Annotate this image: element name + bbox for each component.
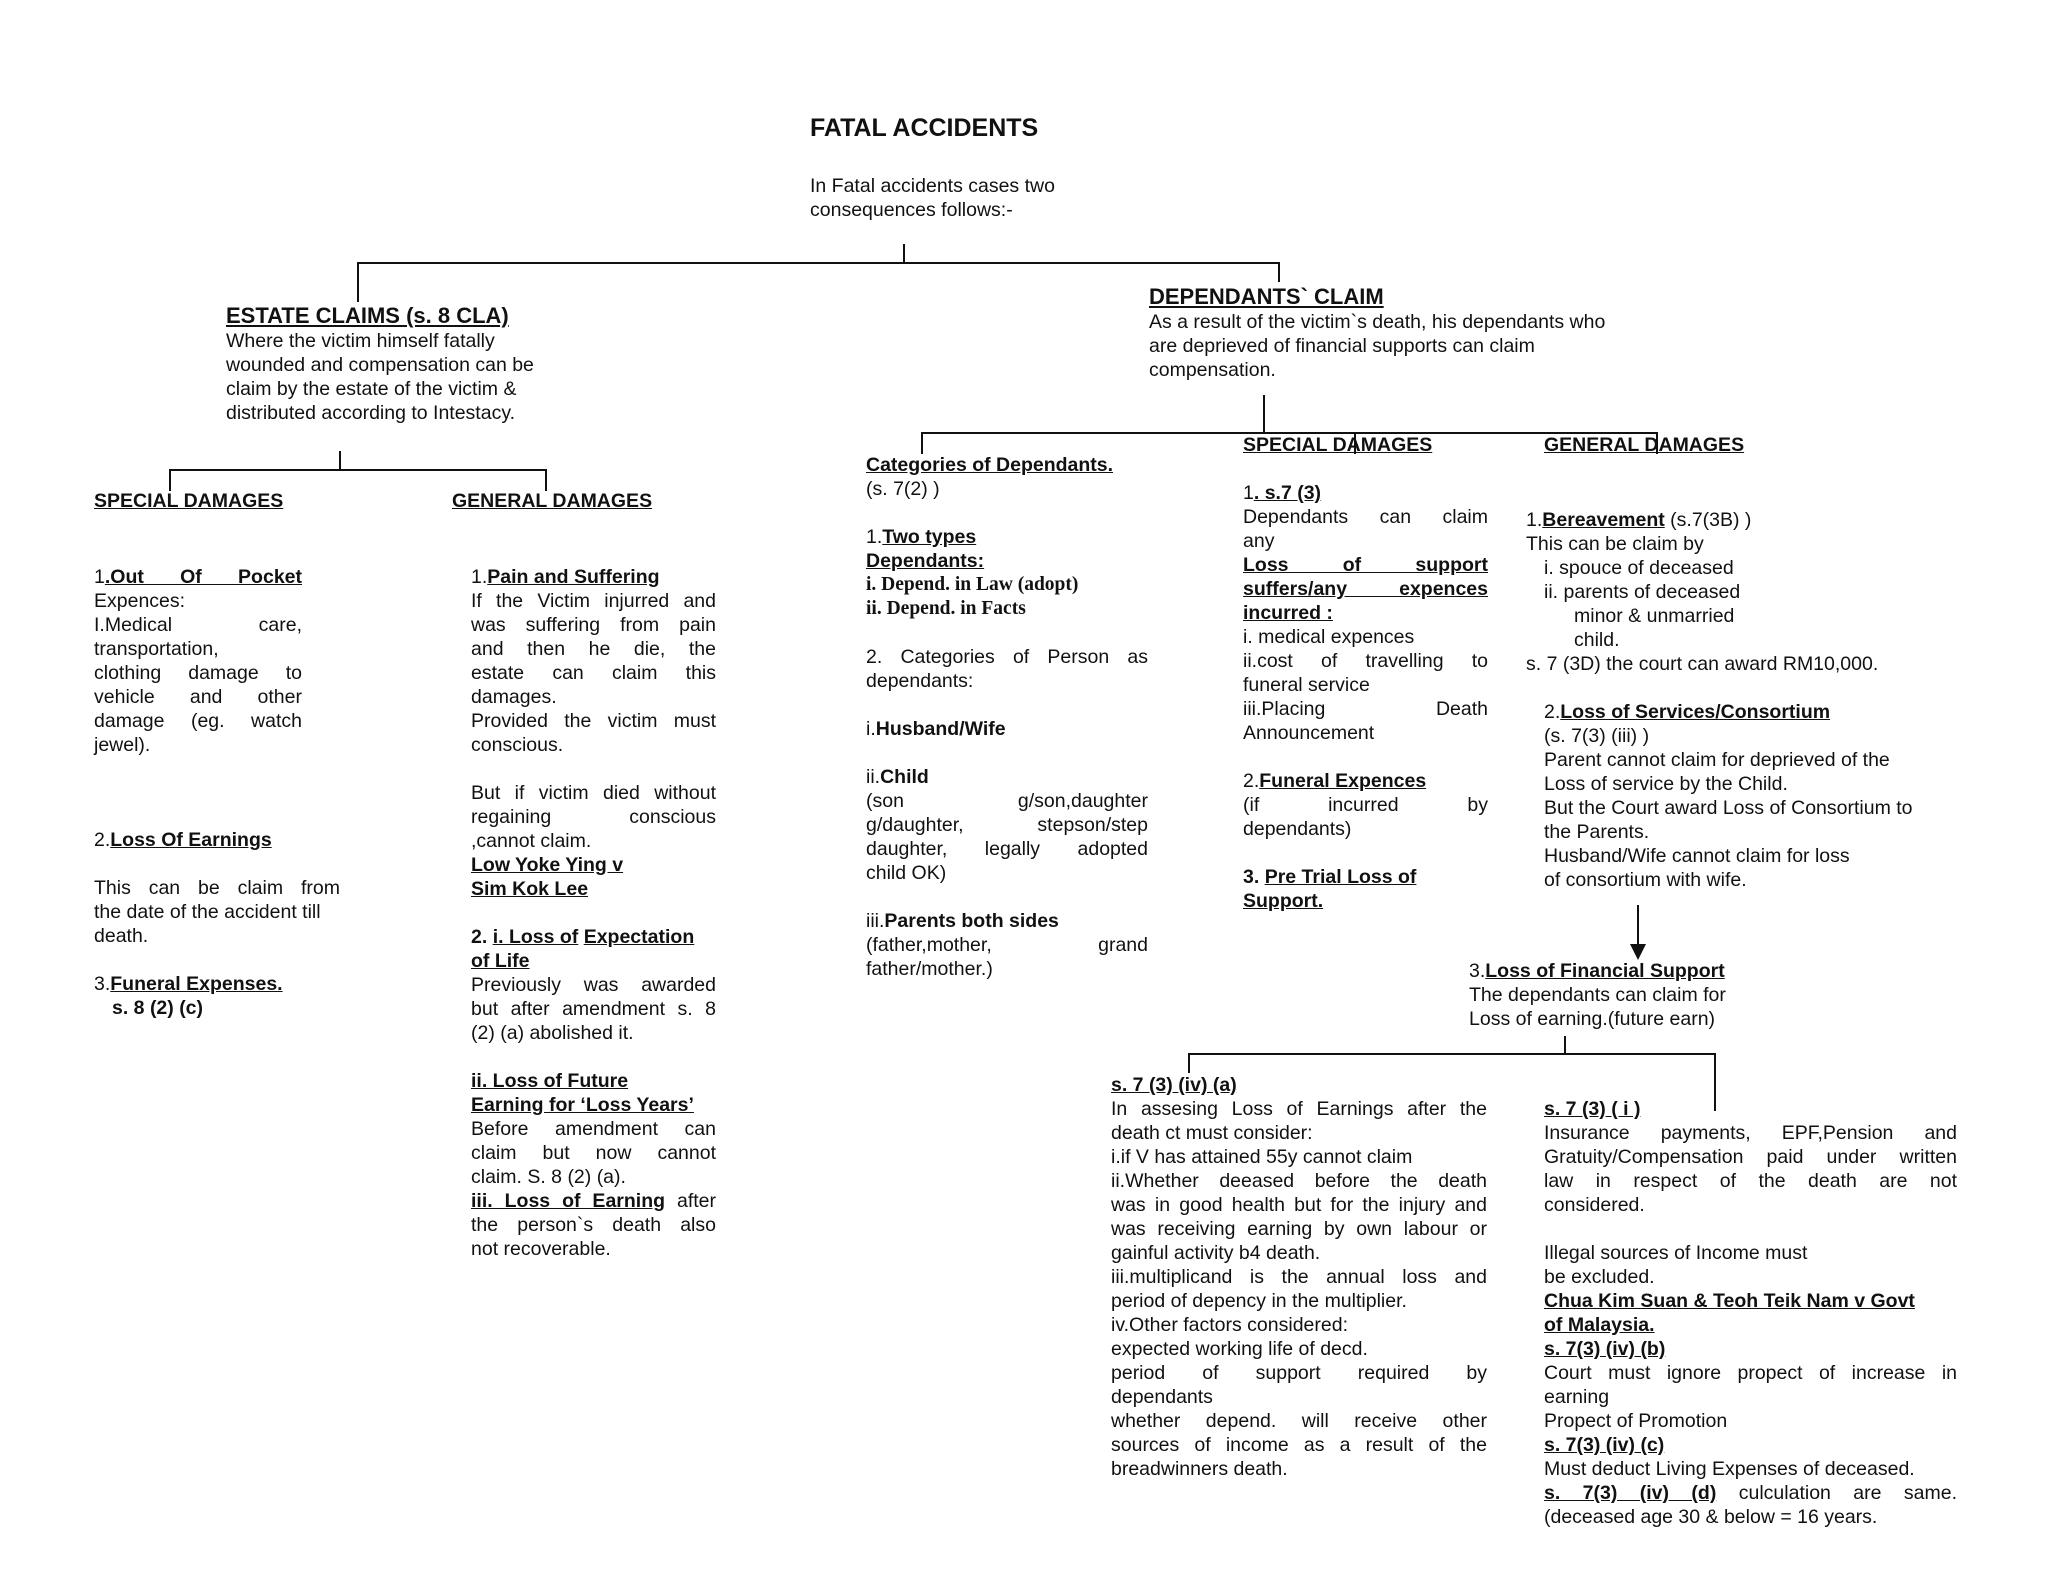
text-line: iii.multiplicand is the annual loss and [1111, 1266, 1487, 1288]
text-line: but after amendment s. 8 [471, 998, 716, 1020]
dependants-special-heading: SPECIAL DAMAGES [1243, 434, 1433, 456]
text-line: funeral service [1243, 674, 1370, 696]
item-title: . s.7 (3) [1253, 482, 1322, 504]
text-line: conscious. [471, 734, 564, 756]
text-line: death. [94, 925, 149, 947]
text-line: be excluded. [1544, 1266, 1655, 1288]
text-line: Must deduct Living Expenses of deceased. [1544, 1458, 1915, 1480]
connector-line [169, 469, 547, 471]
text-line: Announcement [1243, 722, 1375, 744]
estate-general-heading-block [452, 489, 652, 513]
text-line: father/mother.) [866, 958, 993, 980]
page-title: FATAL ACCIDENTS [810, 114, 1039, 142]
item-title: Parents both sides [884, 910, 1059, 932]
text-line: clothing damage to [94, 662, 302, 684]
financial-support-title [1469, 959, 1726, 983]
s73-title [1243, 481, 1488, 505]
text-line: (2) (a) abolished it. [471, 1022, 634, 1044]
item-title: ii. Loss of Future [471, 1070, 629, 1092]
text-line: dependants [1111, 1386, 1213, 1408]
pre-trial-title [1243, 865, 1488, 889]
dependants-general-damages [1526, 508, 1878, 724]
text-line: the Parents. [1544, 821, 1650, 843]
text-line: Husband/Wife cannot claim for loss [1544, 845, 1850, 867]
item-number: 3. [1469, 960, 1486, 982]
case-citation: of Malaysia. [1544, 1314, 1655, 1336]
text-line: ,cannot claim. [471, 830, 592, 852]
text-line: Previously was awarded [471, 974, 716, 996]
estate-special-damages [94, 565, 302, 757]
text-fragment: culculation are same. [1716, 1482, 1957, 1504]
bereavement-title [1526, 508, 1878, 532]
loss-of-earning-line [471, 1189, 716, 1213]
item-title: i. Loss of [492, 926, 579, 948]
estate-special-heading: SPECIAL DAMAGES [94, 490, 284, 512]
loss-of-services-title [1526, 700, 1878, 724]
estate-general-heading: GENERAL DAMAGES [452, 490, 653, 512]
text-line: claim but now cannot [471, 1142, 716, 1164]
item-title: Loss of Financial Support [1485, 960, 1725, 982]
section-ref: (s. 7(3) (iii) ) [1544, 725, 1650, 747]
item-title: Funeral Expenses. [110, 973, 283, 995]
connector-line [1188, 1053, 1190, 1073]
text-line: not recoverable. [471, 1238, 611, 1260]
connector-line [545, 469, 547, 491]
connector-line [169, 469, 171, 491]
text-line: damages. [471, 686, 557, 708]
text-line: Illegal sources of Income must [1544, 1242, 1808, 1264]
item-number: iii. [866, 910, 885, 932]
text-line: transportation, [94, 638, 219, 660]
text-line: the person`s death also [471, 1214, 716, 1236]
item-number: 1. [1526, 509, 1543, 531]
text-line: estate can claim this [471, 662, 716, 684]
text-line: i.if V has attained 55y cannot claim [1111, 1146, 1413, 1168]
category-child [866, 765, 1148, 789]
text-line: Propect of Promotion [1544, 1410, 1728, 1432]
text-line: considered. [1544, 1194, 1645, 1216]
loss-of-earnings-title [94, 828, 340, 852]
text-line: claim. S. 8 (2) (a). [471, 1166, 626, 1188]
section-title: s. 7(3) (iv) (c) [1544, 1434, 1665, 1456]
item-title: of Life [471, 950, 530, 972]
case-citation: Chua Kim Suan & Teoh Teik Nam v Govt [1544, 1290, 1915, 1312]
estate-special-damages-2 [94, 828, 340, 1020]
dependants-desc-line: are deprieved of financial supports can claim [1149, 335, 1535, 357]
text-line: breadwinners death. [1111, 1458, 1288, 1480]
item-title: Loss of Services/Consortium [1560, 701, 1831, 723]
estate-desc-line: wounded and compensation can be [226, 354, 534, 376]
item-title: Funeral Expences [1259, 770, 1427, 792]
estate-claims-heading: ESTATE CLAIMS (s. 8 CLA) [226, 303, 509, 328]
text-line: was suffering from pain [471, 614, 716, 636]
text-line: minor & unmarried [1574, 605, 1735, 627]
item-number: 2. [1243, 770, 1260, 792]
out-of-pocket-title [94, 565, 302, 589]
item-title: Child [880, 766, 929, 788]
text-line: If the Victim injurred and [471, 590, 716, 612]
connector-line [357, 262, 359, 302]
item-title: Two types [882, 526, 977, 548]
text-line: law in respect of the death are not [1544, 1170, 1957, 1192]
connector-line [903, 244, 905, 264]
text-line: was in good health but for the injury and [1111, 1194, 1487, 1216]
connector-line [921, 432, 923, 454]
text-line: any [1243, 530, 1275, 552]
text-line: Insurance payments, EPF,Pension and [1544, 1122, 1957, 1144]
text-line: dependants) [1243, 818, 1352, 840]
category-husband-wife [866, 717, 1148, 741]
section-title: s. 7(3) (iv) (d) [1544, 1482, 1717, 1504]
loss-of-services-text [1544, 724, 1913, 892]
text-line: vehicle and other [94, 686, 302, 708]
text-line: period of depency in the multiplier. [1111, 1290, 1407, 1312]
item-title: Loss Of Earnings [110, 829, 272, 851]
text-line: and then he die, the [471, 638, 716, 660]
item-title: Dependants: [866, 550, 985, 572]
section-title: s. 7(3) (iv) (b) [1544, 1338, 1666, 1360]
intro-line: In Fatal accidents cases two [810, 175, 1055, 197]
text-line: Parent cannot claim for deprieved of the [1544, 749, 1890, 771]
text-line: whether depend. will receive other [1111, 1410, 1487, 1432]
item-title: Bereavement [1542, 509, 1665, 531]
section-7-3-iv-d-line [1544, 1481, 1957, 1505]
loss-of-financial-support [1469, 959, 1726, 1031]
text-line: child. [1574, 629, 1620, 651]
text-line: 2. Categories of Person as [866, 646, 1148, 668]
dependant-type: ii. Depend. in Facts [866, 598, 1026, 619]
text-line: damage (eg. watch [94, 710, 302, 732]
text-line: jewel). [94, 734, 151, 756]
section-ref: s. 8 (2) (c) [112, 997, 204, 1019]
text-line: the date of the accident till [94, 901, 321, 923]
text-line: period of support required by [1111, 1362, 1487, 1384]
item-title: Support. [1243, 890, 1324, 912]
item-number: 3. [94, 973, 111, 995]
text-line: (deceased age 30 & below = 16 years. [1544, 1506, 1878, 1528]
estate-desc-line: claim by the estate of the victim & [226, 378, 517, 400]
category-parents [866, 909, 1148, 933]
section-ref: (s. 7(2) ) [866, 478, 940, 500]
text-line: child OK) [866, 862, 947, 884]
intro-line: consequences follows:- [810, 199, 1013, 221]
text-line: Expences: [94, 590, 186, 612]
funeral-expences-title [1243, 769, 1488, 793]
intro-text [810, 174, 1055, 222]
two-types-title [866, 525, 1148, 549]
dependants-general-heading-block [1544, 433, 1744, 457]
text-line: (if incurred by [1243, 794, 1488, 816]
text-line: incurred : [1243, 602, 1333, 624]
text-line: (father,mother, grand [866, 934, 1148, 956]
text-line: expected working life of decd. [1111, 1338, 1368, 1360]
connector-line [339, 451, 341, 471]
dependant-type: i. Depend. in Law (adopt) [866, 574, 1079, 595]
text-line: i. medical expences [1243, 626, 1415, 648]
text-line: In assesing Loss of Earnings after the [1111, 1098, 1487, 1120]
text-line: regaining conscious [471, 806, 716, 828]
item-number: 1. [866, 526, 883, 548]
dependants-general-heading: GENERAL DAMAGES [1544, 434, 1745, 456]
text-line: death ct must consider: [1111, 1122, 1313, 1144]
item-number: 3. [1243, 866, 1265, 888]
text-line: But if victim died without [471, 782, 716, 804]
funeral-expenses-title [94, 972, 340, 996]
text-line: gainful activity b4 death. [1111, 1242, 1321, 1264]
text-line: This can be claim from [94, 877, 340, 899]
item-title: Pre Trial Loss of [1264, 866, 1417, 888]
item-title: .Out Of Pocket [104, 566, 302, 588]
text-line: Loss of service by the Child. [1544, 773, 1788, 795]
text-line: This can be claim by [1526, 533, 1704, 555]
text-line: Loss of support [1243, 554, 1488, 576]
text-line: Gratuity/Compensation paid under written [1544, 1146, 1957, 1168]
categories-of-dependants [866, 453, 1148, 981]
connector-line [1263, 395, 1265, 433]
page-title-block [810, 113, 1038, 143]
estate-general-damages [471, 565, 716, 1261]
text-line: iv.Other factors considered: [1111, 1314, 1348, 1336]
item-number: 1. [471, 566, 488, 588]
text-line: dependants: [866, 670, 974, 692]
text-line: ii.Whether deeased before the death [1111, 1170, 1487, 1192]
text-line: of consortium with wife. [1544, 869, 1747, 891]
text-line: sources of income as a result of the [1111, 1434, 1487, 1456]
text-line: g/daughter, stepson/step [866, 814, 1148, 836]
case-citation: Sim Kok Lee [471, 878, 589, 900]
text-line: Provided the victim must [471, 710, 716, 732]
dependants-desc-line: As a result of the victim`s death, his dependants who [1149, 311, 1606, 333]
expectation-of-life-title [471, 925, 716, 949]
text-line: Loss of earning.(future earn) [1469, 1008, 1716, 1030]
item-title: Expectation [583, 926, 695, 948]
section-7-3-i [1544, 1097, 1957, 1529]
section-7-3-iv-a [1111, 1073, 1487, 1481]
dependants-claim-heading: DEPENDANTS` CLAIM [1149, 284, 1384, 309]
text-line: Court must ignore propect of increase in [1544, 1362, 1957, 1384]
item-number: ii. [866, 766, 881, 788]
text-line: s. 7 (3D) the court can award RM10,000. [1526, 653, 1879, 675]
item-number: 1 [1243, 482, 1254, 504]
connector-line [1188, 1053, 1716, 1055]
item-number: 2. [1544, 701, 1561, 723]
item-title: Earning for ‘Loss Years’ [471, 1094, 694, 1116]
item-number: 1 [94, 566, 105, 588]
pain-and-suffering-title [471, 565, 716, 589]
connector-line [357, 262, 1280, 264]
dependants-special-damages [1243, 433, 1488, 913]
text-line: ii.cost of travelling to [1243, 650, 1488, 672]
text-line: earning [1544, 1386, 1610, 1408]
text-line: iii.Placing Death [1243, 698, 1488, 720]
text-line: ii. parents of deceased [1544, 581, 1741, 603]
section-ref: (s.7(3B) ) [1664, 509, 1752, 531]
text-line: I.Medical care, [94, 614, 302, 636]
text-line: daughter, legally adopted [866, 838, 1148, 860]
text-fragment: after [665, 1190, 716, 1212]
item-number: i. [866, 718, 876, 740]
text-line: (son g/son,daughter [866, 790, 1148, 812]
estate-desc-line: distributed according to Intestacy. [226, 402, 516, 424]
text-line: suffers/any expences [1243, 578, 1488, 600]
estate-claims-block [226, 303, 534, 425]
section-title: s. 7 (3) ( i ) [1544, 1098, 1641, 1120]
dependants-desc-line: compensation. [1149, 359, 1276, 381]
dependants-claim-block [1149, 284, 1605, 382]
arrow-down-icon [1630, 944, 1646, 960]
item-title: Husband/Wife [875, 718, 1006, 740]
categories-heading: Categories of Dependants. [866, 454, 1114, 476]
text-line: Dependants can claim [1243, 506, 1488, 528]
text-line: The dependants can claim for [1469, 984, 1726, 1006]
connector-line [1278, 262, 1280, 282]
item-number: 2. [94, 829, 111, 851]
item-title: iii. Loss of Earning [471, 1190, 666, 1212]
text-line: But the Court award Loss of Consortium to [1544, 797, 1913, 819]
text-line: i. spouce of deceased [1544, 557, 1734, 579]
item-number: 2. [471, 926, 493, 948]
estate-special-heading-block [94, 489, 283, 513]
case-citation: Low Yoke Ying v [471, 854, 624, 876]
text-line: Before amendment can [471, 1118, 716, 1140]
text-line: was receiving earning by own labour or [1111, 1218, 1487, 1240]
item-title: Pain and Suffering [487, 566, 660, 588]
section-title: s. 7 (3) (iv) (a) [1111, 1074, 1237, 1096]
estate-desc-line: Where the victim himself fatally [226, 330, 495, 352]
connector-line [1564, 1036, 1566, 1054]
